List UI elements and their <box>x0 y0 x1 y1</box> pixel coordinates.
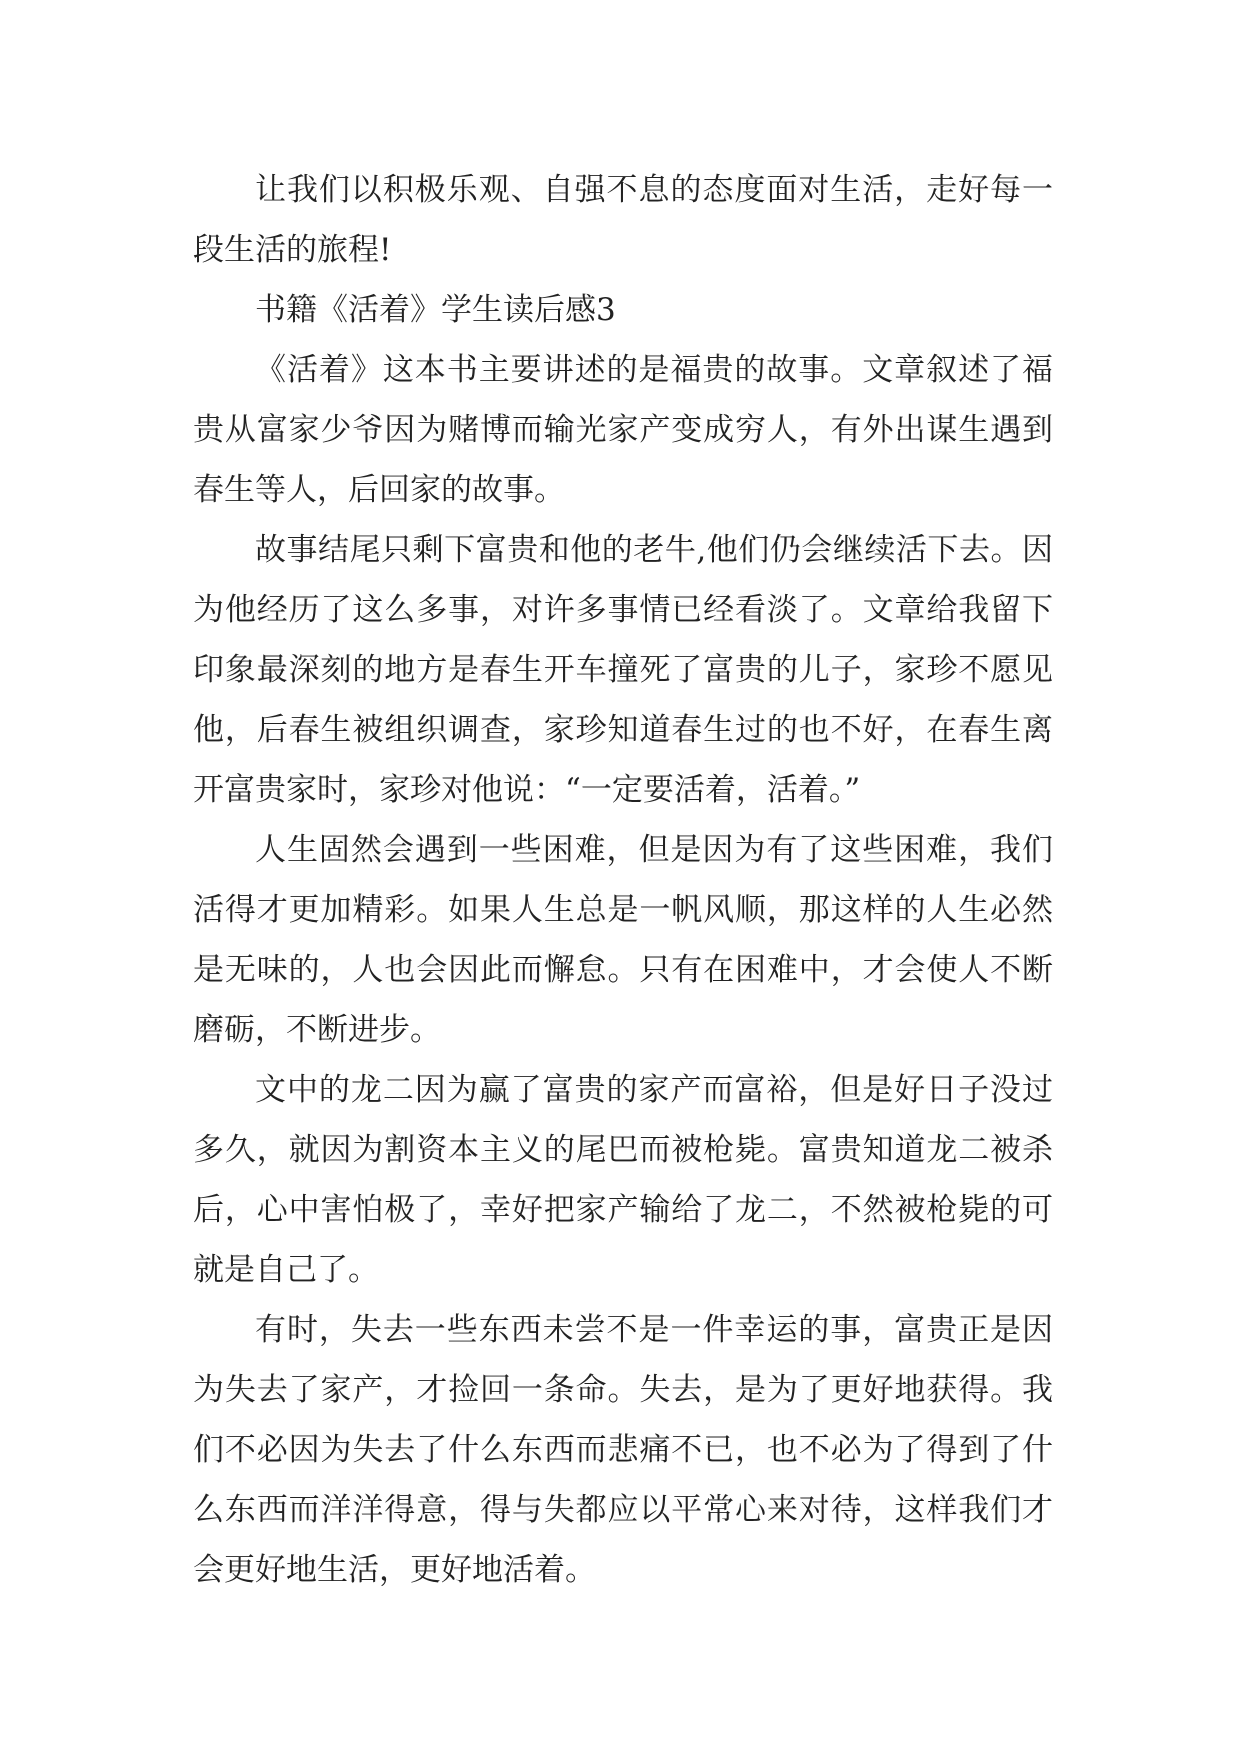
paragraph-intro: 《活着》这本书主要讲述的是福贵的故事。文章叙述了福贵从富家少爷因为赌博而输光家产变成穷人，有外出谋生遇到春生等人，后回家的故事。 <box>193 352 1053 508</box>
paragraph-difficulties: 人生固然会遇到一些困难，但是因为有了这些困难，我们活得才更加精彩。如果人生总是一帆风顺，那这样的人生必然是无味的，人也会因此而懈怠。只有在困难中，才会使人不断磨砺，不断进步。 <box>193 832 1053 1048</box>
paragraph-long-er: 文中的龙二因为赢了富贵的家产而富裕，但是好日子没过多久，就因为割资本主义的尾巴而被枪毙。富贵知道龙二被杀后，心中害怕极了，幸好把家产输给了龙二，不然被枪毙的可就是自己了。 <box>193 1072 1053 1288</box>
paragraph-ending: 故事结尾只剩下富贵和他的老牛,他们仍会继续活下去。因为他经历了这么多事，对许多事情已经看淡了。文章给我留下印象最深刻的地方是春生开车撞死了富贵的儿子，家珍不愿见他，后春生被组织调查，家珍知道春生过的也不好，在春生离开富贵家时，家珍对他说：“一定要活着，活着。” <box>193 532 1053 808</box>
section-heading: 书籍《活着》学生读后感3 <box>255 292 616 328</box>
paragraph-conclusion: 有时，失去一些东西未尝不是一件幸运的事，富贵正是因为失去了家产，才捡回一条命。失去，是为了更好地获得。我们不必因为失去了什么东西而悲痛不已，也不必为了得到了什么东西而洋洋得意，得与失都应以平常心来对待，这样我们才会更好地生活，更好地活着。 <box>193 1312 1053 1588</box>
document-body <box>193 160 1053 1600</box>
paragraph-closing-sentence: 让我们以积极乐观、自强不息的态度面对生活，走好每一段生活的旅程! <box>193 172 1053 268</box>
